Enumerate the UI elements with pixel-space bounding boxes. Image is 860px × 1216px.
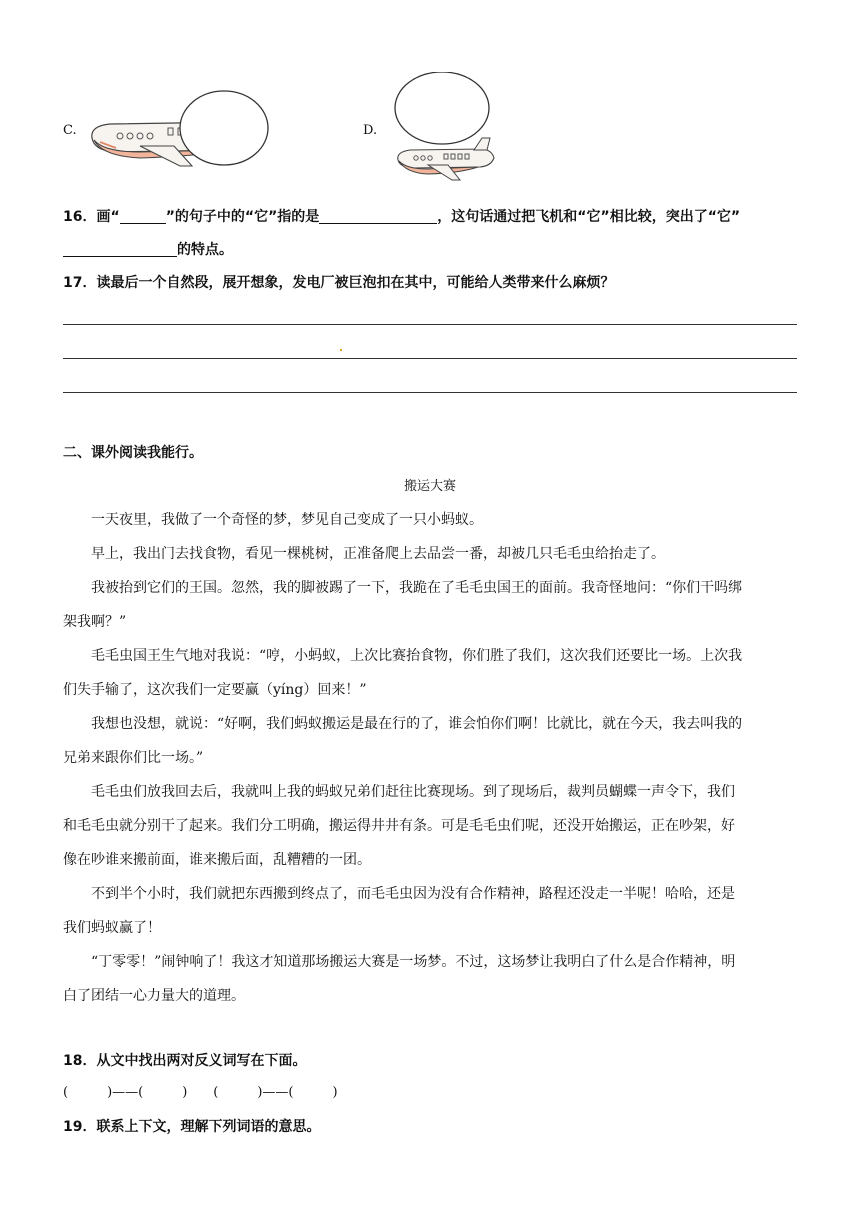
- passage-line: 兄弟来跟你们比一场。”: [63, 750, 204, 766]
- passage-line: 我被抬到它们的王国。忽然，我的脚被踢了一下，我跪在了毛毛虫国王的面前。我奇怪地问：“你们干吗绑: [91, 580, 743, 596]
- passage-line: 我们蚂蚁赢了！: [63, 920, 161, 936]
- passage-line: 早上，我出门去找食物，看见一棵桃树，正准备爬上去品尝一番，却被几只毛毛虫给抬走了。: [91, 546, 665, 562]
- passage-line: 白了团结一心力量大的道理。: [63, 988, 245, 1004]
- passage-title: 搬运大赛: [403, 479, 456, 494]
- q16-text-3: ，这句话通过把飞机和“它”相比较，突出了“它”: [437, 209, 741, 225]
- passage-line: 不到半个小时，我们就把东西搬到终点了，而毛毛虫因为没有合作精神，路程还没走一半呢！哈哈，还是: [91, 886, 735, 902]
- question-17: 17．读最后一个自然段，展开想象，发电厂被巨泡扣在其中，可能给人类带来什么麻烦？: [63, 275, 615, 291]
- bubble-shape: [395, 72, 489, 144]
- option-c-picture: [80, 90, 280, 180]
- passage-line: 毛毛虫们放我回去后，我就叫上我的蚂蚁兄弟们赶往比赛现场。到了现场后，裁判员蝴蝶一声令下，我们: [91, 784, 735, 800]
- q16-blank-it-refers[interactable]: [319, 209, 437, 224]
- passage-line: 们失手输了，这次我们一定要赢（yíng）回来！”: [63, 682, 367, 698]
- passage-line: “丁零零！”闹钟响了！我这才知道那场搬运大赛是一场梦。不过，这场梦让我明白了什么是合作精神，明: [91, 954, 736, 970]
- question-16: [63, 207, 803, 227]
- q18-answer-blanks[interactable]: ( )——( ) ( )——( ): [63, 1085, 338, 1100]
- question-19: 19．联系上下文，理解下列词语的意思。: [63, 1119, 321, 1135]
- q16-blank-feature[interactable]: [63, 242, 177, 257]
- q16-text-1: 16．画“: [63, 209, 120, 225]
- q16-blank-sentence[interactable]: [120, 209, 166, 224]
- answer-line-2[interactable]: [63, 358, 797, 359]
- stray-dot: [340, 349, 342, 351]
- q16-text-4: 的特点。: [177, 242, 233, 258]
- passage-line: 我想也没想，就说：“好啊，我们蚂蚁搬运是最在行的了，谁会怕你们啊！比就比，就在今天，我去叫我的: [91, 716, 743, 732]
- passage-line: 一天夜里，我做了一个奇怪的梦，梦见自己变成了一只小蚂蚁。: [91, 512, 483, 528]
- option-d-picture: [380, 72, 510, 192]
- passage-line: 像在吵谁来搬前面，谁来搬后面，乱糟糟的一团。: [63, 852, 371, 868]
- option-d-label: D.: [363, 123, 378, 138]
- passage-line: 和毛毛虫就分别干了起来。我们分工明确，搬运得井井有条。可是毛毛虫们呢，还没开始搬运，正在吵架，好: [63, 818, 735, 834]
- passage: [63, 503, 803, 1013]
- question-18: 18．从文中找出两对反义词写在下面。: [63, 1053, 307, 1069]
- bubble-shape: [180, 91, 268, 165]
- option-c-label: C.: [63, 123, 77, 138]
- section-2-heading: 二、课外阅读我能行。: [63, 445, 203, 461]
- passage-line: 毛毛虫国王生气地对我说：“哼，小蚂蚁，上次比赛抬食物，你们胜了我们，这次我们还要比一场。上次我: [91, 648, 743, 664]
- answer-line-1[interactable]: [63, 324, 797, 325]
- passage-line: 架我啊？”: [63, 614, 127, 630]
- answer-line-3[interactable]: [63, 392, 797, 393]
- q16-text-2: ”的句子中的“它”指的是: [165, 209, 320, 225]
- question-16-cont: [63, 240, 233, 260]
